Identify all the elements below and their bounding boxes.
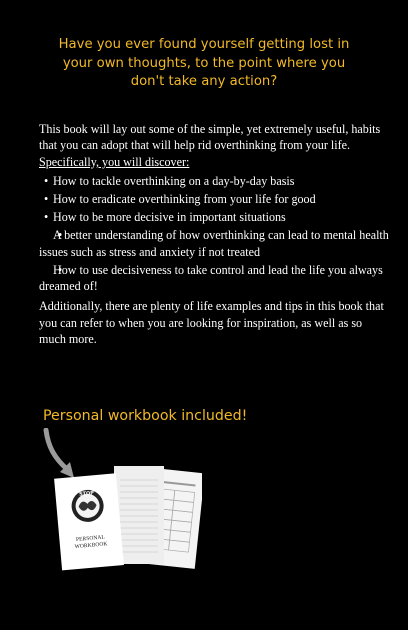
logo-text: STOP bbox=[78, 490, 95, 498]
outro-paragraph: Additionally, there are plenty of life examples and tips in this book that you can refer to when you are looking for inspiration, as well as so much more. bbox=[39, 299, 384, 347]
list-item-text: A better understanding of how overthinking can lead to mental health issues such as stress and anxiety if not treated bbox=[39, 228, 389, 259]
workbook-pages-image bbox=[52, 462, 202, 574]
headline bbox=[40, 36, 368, 92]
cover-line-1: PERSONAL bbox=[75, 534, 106, 544]
list-item-text: How to be more decisive in important situations bbox=[53, 210, 286, 225]
sub-heading: Specifically, you will discover: bbox=[39, 154, 190, 169]
list-item-text: How to tackle overthinking on a day-by-day basis bbox=[53, 174, 295, 189]
headline-line-1: Have you ever found yourself getting lost in bbox=[58, 37, 350, 52]
headline-line-3: don't take any action? bbox=[130, 74, 278, 89]
description bbox=[39, 121, 389, 348]
list-item bbox=[39, 227, 389, 260]
list-item-text: How to eradicate overthinking from your life for good bbox=[53, 192, 316, 207]
list-item bbox=[39, 173, 389, 189]
list-item bbox=[39, 262, 389, 295]
headline-line-2: your own thoughts, to the point where you bbox=[62, 55, 346, 71]
list-item bbox=[39, 191, 389, 207]
discover-list bbox=[39, 173, 389, 294]
cover-line-2: WORKBOOK bbox=[74, 541, 108, 551]
intro-paragraph: This book will lay out some of the simple, yet extremely useful, habits that you can adopt that will help rid overthinking from your life. bbox=[39, 122, 381, 153]
list-item-text: How to use decisiveness to take control and lead the life you always dreamed of! bbox=[39, 262, 383, 294]
list-item bbox=[39, 209, 389, 225]
workbook-cover bbox=[54, 473, 124, 570]
workbook-title: Personal workbook included! bbox=[43, 408, 248, 424]
